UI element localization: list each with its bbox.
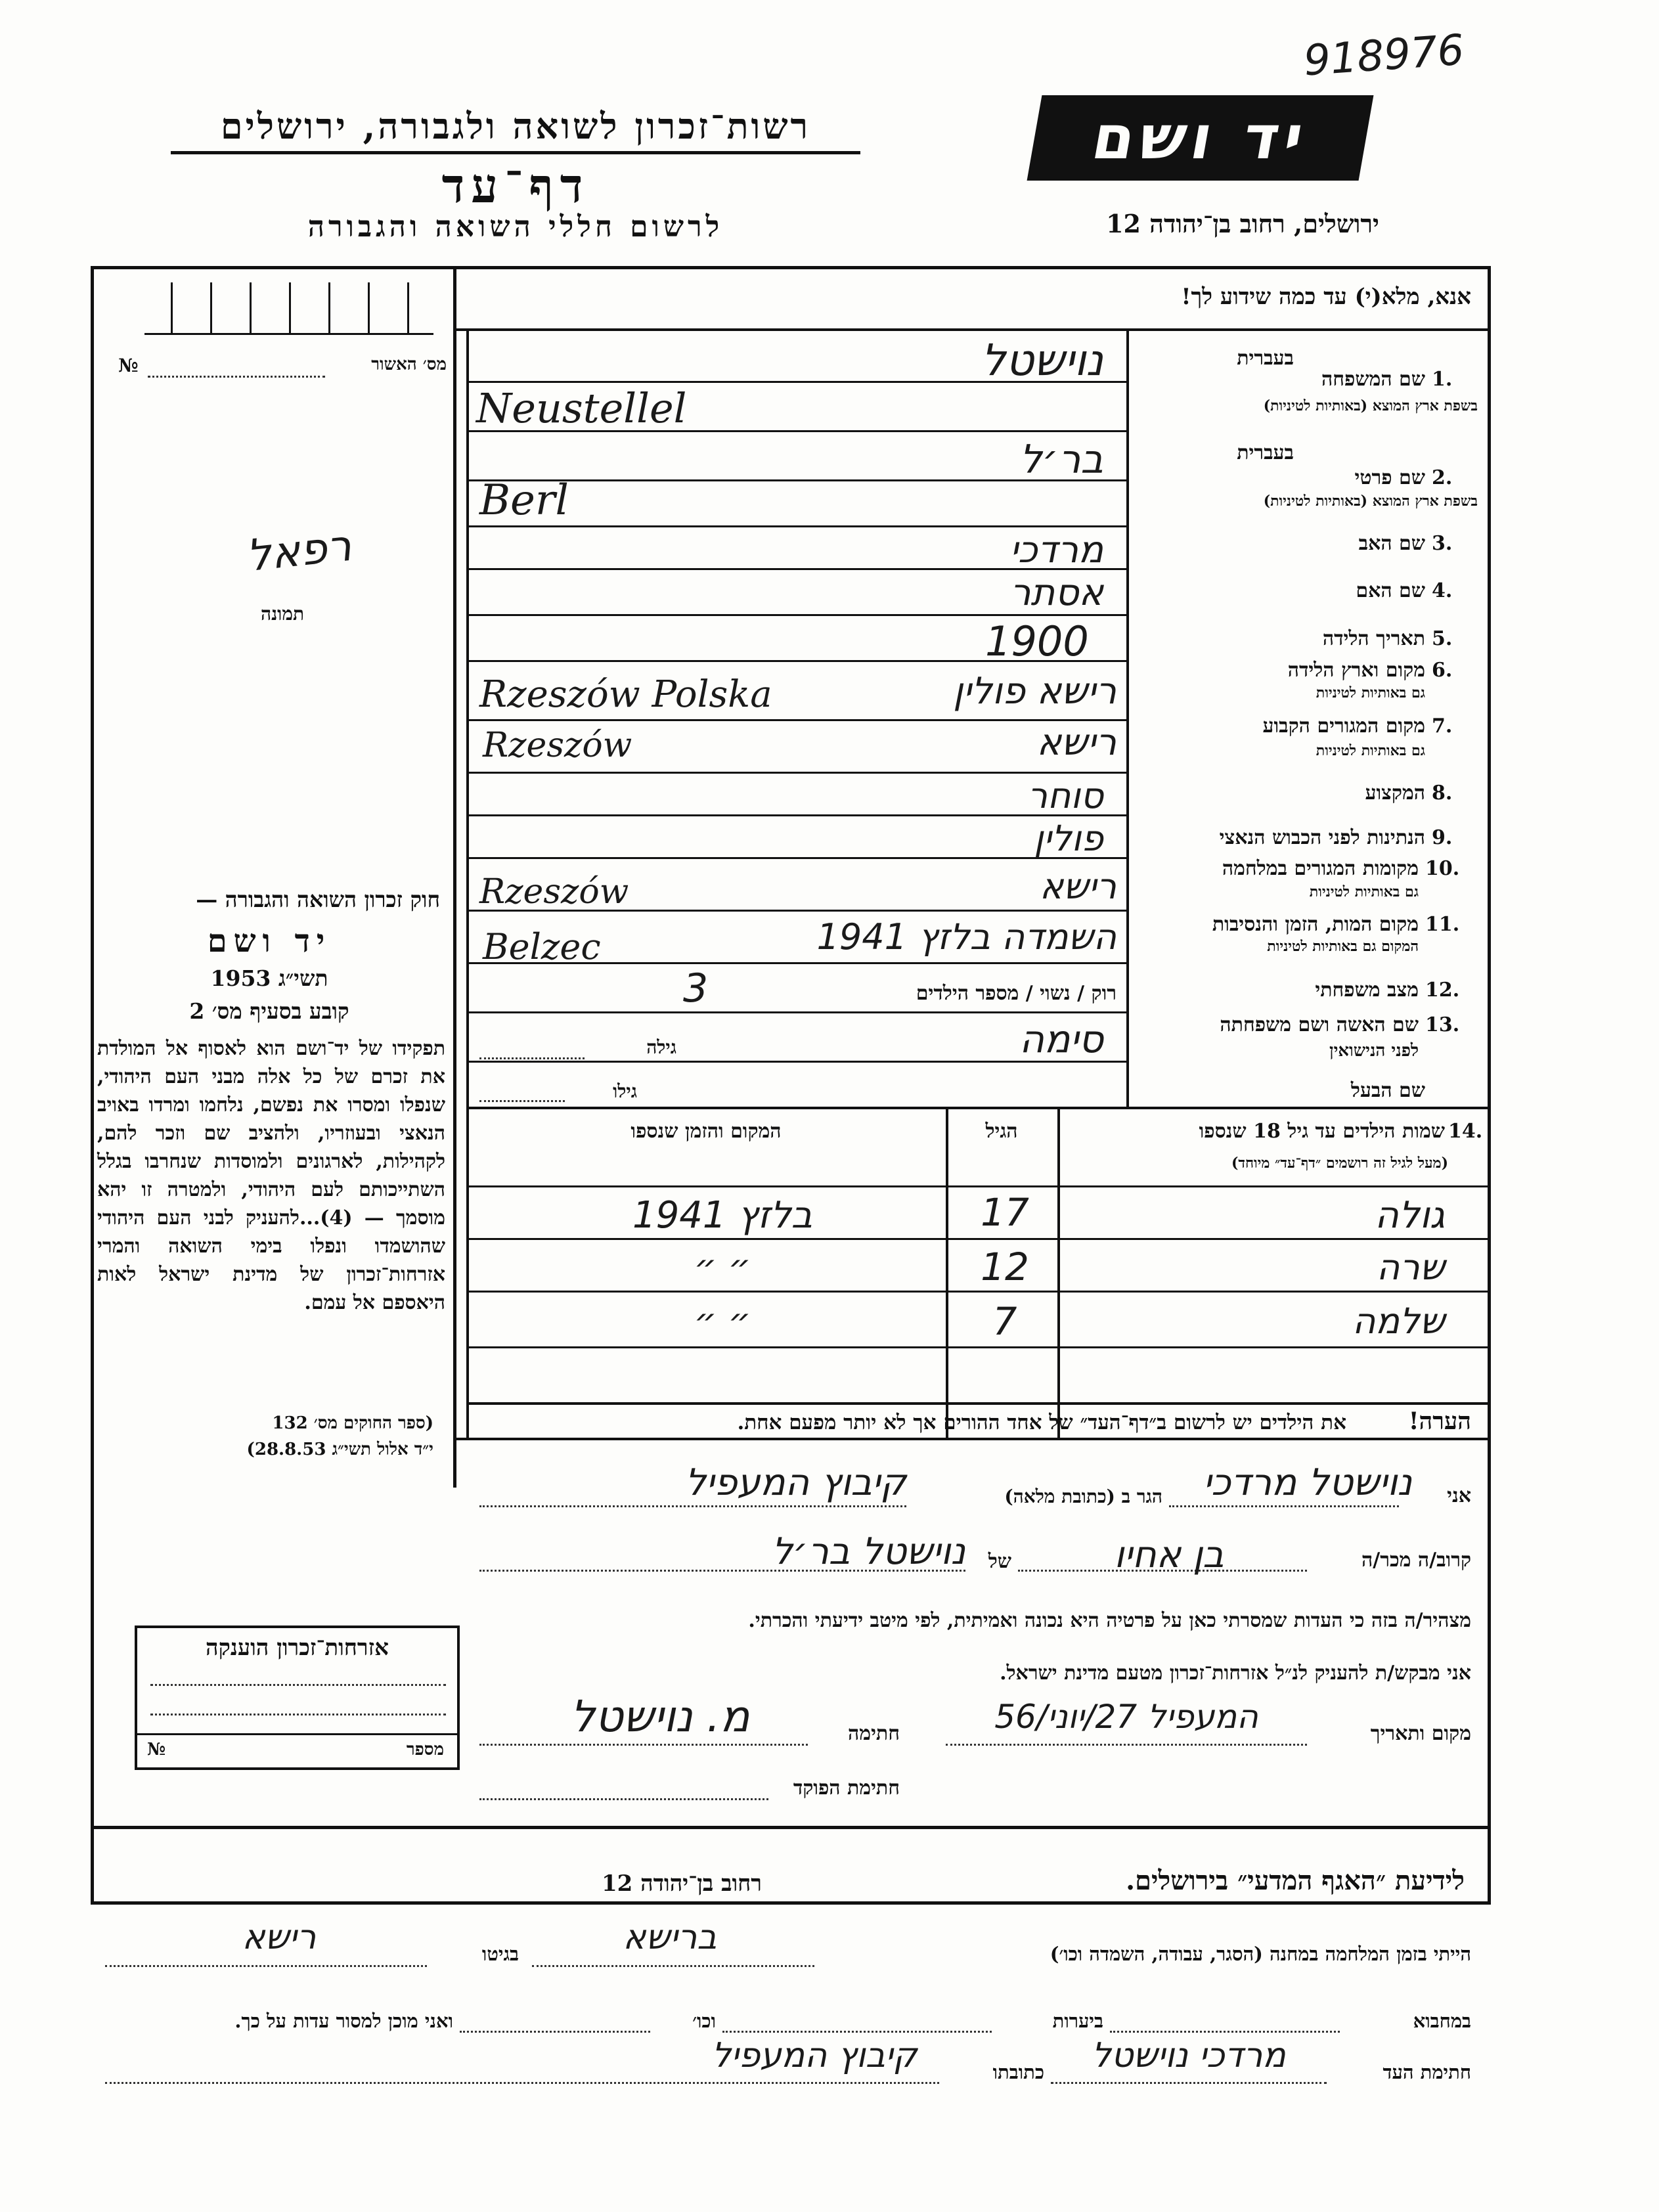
- children-count: 3: [683, 965, 709, 1011]
- header-address: ירושלים, רחוב בן־יהודה 12: [1106, 209, 1379, 238]
- child-2-age: 12: [981, 1245, 1029, 1289]
- decl-relative-value: בן אחיו: [1114, 1534, 1224, 1576]
- children-title: שמות הילדים עד גיל 18 שנספו: [1199, 1120, 1445, 1143]
- bottom-ghetto-label: בגיטו: [481, 1943, 519, 1965]
- bottom-etc-label: וכו׳: [692, 2010, 716, 2032]
- bottom-title: לידיעת ״האגף המדעי״ בירושלים.: [1126, 1865, 1465, 1896]
- bottom-camp-label: הייתי בזמן המלחמה במחנה (הסגר, עבודה, השמדה וכו׳): [1050, 1943, 1471, 1965]
- decl-i-value: נוישטל מרדכי: [1203, 1461, 1412, 1504]
- field-9-number: 9.: [1432, 826, 1453, 849]
- child-1-age: 17: [981, 1190, 1029, 1235]
- field-12-label: מצב משפחתי: [1315, 979, 1419, 1002]
- child-2-name: שרה: [1376, 1247, 1445, 1288]
- field-13-label: שם האשה ושם משפחתה: [1220, 1013, 1419, 1036]
- field-4-label: שם האם: [1356, 579, 1425, 602]
- form-instruction: אנא, מלא(י) עד כמה שידוע לך!: [1181, 284, 1471, 310]
- field-2-lang-hebrew: בעברית: [1237, 441, 1294, 464]
- field-10-note: גם באותיות לטיניות: [1309, 883, 1419, 900]
- bottom-address-label: כתובתו: [992, 2061, 1044, 2083]
- citizenship-number-label: מספר: [406, 1740, 444, 1759]
- field-13-label-2: לפני הנישואין: [1329, 1041, 1419, 1061]
- field-3-label: שם האב: [1358, 532, 1425, 555]
- law-section: קובע בסעיף מס׳ 2: [189, 998, 349, 1024]
- form-title: דף־עד: [441, 158, 590, 213]
- field-6-value-hebrew: רישא פולין: [953, 670, 1117, 713]
- decl-signature-value: מ. נוישטל: [570, 1691, 750, 1742]
- child-1-name: גולה: [1375, 1194, 1445, 1237]
- field-10-number: 10.: [1425, 857, 1460, 880]
- field-7-label: מקום המגורים הקבוע: [1262, 715, 1425, 738]
- field-3-value: מרדכי: [1009, 529, 1103, 571]
- field-10-value-hebrew: רישא: [1040, 866, 1117, 907]
- field-6-label: מקום וארץ הלידה: [1287, 659, 1425, 682]
- bottom-address-value: קיבוץ המעפיל: [711, 2036, 918, 2075]
- field-1-lang-latin: בשפת ארץ המוצא (באותיות לטיניות): [1263, 397, 1478, 414]
- field-5-label: תאריך הלידה: [1322, 627, 1425, 650]
- photo-handwritten: רפאל: [244, 520, 354, 582]
- citizenship-title: אזרחות־זכרון הוענקה: [206, 1635, 389, 1661]
- remark-label: הערה!: [1408, 1407, 1471, 1435]
- decl-official-label: חתימת הפוקד: [793, 1777, 900, 1800]
- form-subtitle: לרשום חללי השואה והגבורה: [307, 210, 724, 244]
- wife-maiden-label: גילה: [646, 1036, 676, 1058]
- bottom-witness-value: מרדכי נוישטל: [1092, 2036, 1286, 2075]
- child-3-place: ״ ״: [694, 1300, 751, 1342]
- field-1-lang-hebrew: בעברית: [1237, 347, 1294, 370]
- law-reference-2: י״ד אלול תשי״ג 28.8.53): [246, 1440, 433, 1459]
- field-8-label: המקצוע: [1365, 782, 1425, 805]
- logo-text: יד ושם: [1086, 102, 1314, 173]
- field-11-value-hebrew: השמדה בלזץ 1941: [816, 916, 1117, 958]
- bottom-ghetto-value: רישא: [242, 1918, 317, 1957]
- yad-vashem-logo: [1027, 95, 1374, 181]
- citizenship-number-symbol: №: [147, 1740, 166, 1759]
- decl-request: אני מבקש/ת להעניק לנ״ל אזרחות־זכרון מטעם מדינת ישראל.: [1000, 1662, 1471, 1685]
- child-3-name: שלמה: [1352, 1300, 1445, 1342]
- law-title: חוק זכרון השואה והגבורה —: [196, 887, 440, 912]
- children-col-age: הגיל: [985, 1120, 1018, 1143]
- child-1-place: בלזץ 1941: [632, 1194, 813, 1237]
- field-6-value-latin: Rzeszów Polska: [479, 673, 772, 716]
- approval-number-label: מס׳ האשור: [371, 355, 447, 374]
- field-4-value: אסתר: [1009, 571, 1103, 614]
- bottom-camp-value: ברישא: [623, 1918, 717, 1957]
- field-2-lang-latin: בשפת ארץ המוצא (באותיות לטיניות): [1263, 493, 1478, 510]
- children-col-place: המקום והזמן שנספו: [630, 1120, 782, 1143]
- decl-place-date-label: מקום ותאריך: [1370, 1722, 1471, 1745]
- field-7-note: גם באותיות לטיניות: [1316, 742, 1425, 759]
- field-8-number: 8.: [1432, 782, 1453, 805]
- field-11-value-latin: Belzec: [483, 926, 601, 967]
- approval-stamp-slots: [144, 282, 433, 335]
- child-3-age: 7: [992, 1299, 1017, 1344]
- field-7-number: 7.: [1432, 715, 1453, 738]
- law-year: תשי״ג 1953: [210, 965, 328, 991]
- decl-residing-value: קיבוץ המעפיל: [685, 1461, 906, 1504]
- approval-number-symbol: №: [118, 355, 139, 376]
- field-5-number: 5.: [1432, 627, 1453, 650]
- marital-status-options: רוק / נשוי / מספר הילדים: [916, 982, 1117, 1005]
- decl-relative-label: קרוב/ה מכר/ה: [1361, 1549, 1471, 1572]
- decl-residing-label: הגר ב (כתובת מלאה): [1004, 1486, 1162, 1507]
- authority-title: רשות־זכרון לשואה ולגבורה, ירושלים: [171, 105, 860, 154]
- remark-text: את הילדים יש לרשום ב״דף־העד״ של אחד ההורים אך לא יותר מפעם אחת.: [737, 1411, 1346, 1434]
- law-text: תפקידו של יד־ושם הוא לאסוף אל המולדת את זכרם של כל אלה מבני העם היהודי, שנפלו ומסרו את נפשם, נלחמו ומרדו באויב הנאצי ובעוזריו, ולהציב שם וזכר להם, לקהילות, לארגונים ולמוסדות שנחרבו בגלל השתייכותם לעם היהודי, ולמטרה זו יהא מוסמך — (4)...להעניק לבני העם היהודי שהושמדו ונפלו בימי השואה והמרי אזרחות־זכרון של מדינת ישראל לאות היאספם אל עמם.: [97, 1037, 445, 1314]
- field-10-value-latin: Rzeszów: [479, 872, 629, 912]
- field-7-value-hebrew: רישא: [1036, 721, 1117, 764]
- field-1-number: 1.: [1432, 368, 1453, 391]
- field-1-label: שם המשפחה: [1321, 368, 1425, 391]
- child-2-place: ״ ״: [694, 1247, 751, 1288]
- field-11-label: מקום המות, הזמן והנסיבות: [1212, 913, 1419, 936]
- decl-i-label: אני: [1447, 1484, 1471, 1507]
- bottom-ready-label: ואני מוכן למסור עדות על כך.: [234, 2010, 453, 2032]
- law-name: יד ושם: [207, 923, 332, 960]
- photo-label: תמונה: [260, 603, 305, 625]
- field-3-number: 3.: [1432, 532, 1453, 555]
- field-7-value-latin: Rzeszów: [483, 726, 632, 765]
- field-13-number: 13.: [1425, 1013, 1460, 1036]
- field-2-value-latin: Berl: [479, 476, 569, 525]
- bottom-witness-label: חתימת העד: [1382, 2061, 1471, 2083]
- husband-age-label: גילו: [613, 1080, 637, 1102]
- husband-name-label: שם הבעל: [1350, 1079, 1425, 1102]
- field-2-label: שם פרטי: [1354, 466, 1425, 489]
- field-2-number: 2.: [1432, 466, 1453, 489]
- field-1-value-hebrew: נוישטל: [981, 335, 1103, 386]
- field-11-number: 11.: [1425, 913, 1460, 936]
- field-6-number: 6.: [1432, 659, 1453, 682]
- field-8-value: סוחר: [1027, 775, 1103, 816]
- children-number: 14.: [1448, 1120, 1483, 1143]
- field-4-number: 4.: [1432, 579, 1453, 602]
- decl-signature-label: חתימה: [848, 1722, 900, 1745]
- field-5-value: 1900: [985, 617, 1089, 665]
- field-9-value: פולין: [1034, 818, 1103, 859]
- field-9-label: הנתינות לפני הכבוש הנאצי: [1219, 826, 1425, 849]
- decl-of-label: של: [988, 1550, 1011, 1573]
- law-reference-1: (ספר החוקים מס׳ 132: [272, 1413, 433, 1433]
- bottom-forests-label: ביערות: [1052, 2010, 1103, 2032]
- field-2-value-hebrew: בר׳ל: [1019, 437, 1103, 483]
- field-10-label: מקומות המגורים במלחמה: [1222, 857, 1419, 880]
- field-11-note: המקום גם באותיות לטיניות: [1267, 938, 1419, 955]
- field-6-note: גם באותיות לטיניות: [1316, 684, 1425, 701]
- field-12-number: 12.: [1425, 979, 1460, 1002]
- decl-statement: מצהיר/ה בזה כי העדות שמסרתי כאן על פרטיה היא נכונה ואמיתית, לפי מיטב ידיעתי והכרתי.: [748, 1609, 1471, 1632]
- field-13-value: סימה: [1019, 1017, 1103, 1061]
- field-1-value-latin: Neustellel: [476, 384, 687, 432]
- decl-place-date-value: המעפיל 27/יוני/56: [994, 1698, 1258, 1736]
- archive-number: 918976: [1302, 26, 1466, 86]
- decl-of-value: נוישטל בר׳ל: [772, 1530, 965, 1573]
- children-note: (מעל לגיל זה רושמים ״דף־עד״ מיוחד): [1231, 1155, 1448, 1172]
- citizenship-box: [135, 1626, 460, 1770]
- bottom-hiding-label: במחבוא: [1413, 2010, 1471, 2032]
- bottom-address: רחוב בן־יהודה 12: [601, 1870, 762, 1897]
